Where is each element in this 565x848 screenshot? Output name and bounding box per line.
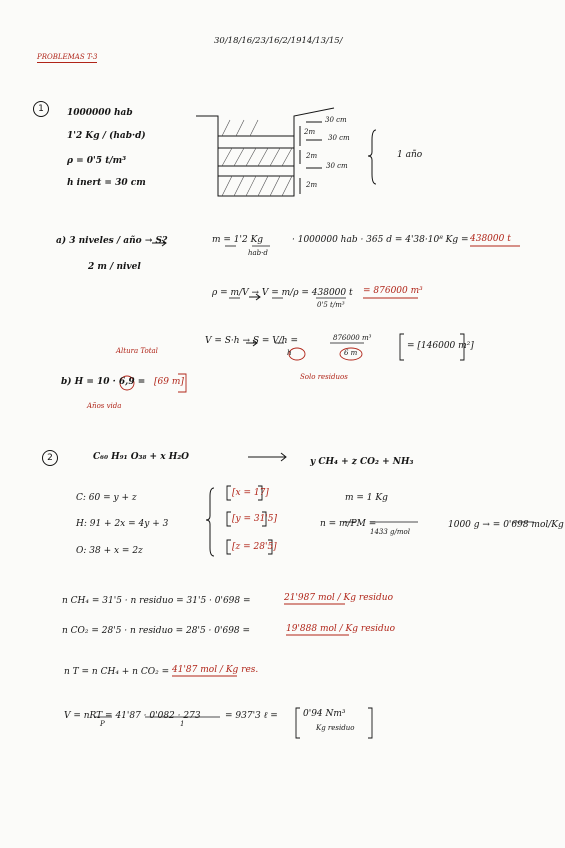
header-dates: 30/18/16/23/16/2/1914/13/15/ [214, 36, 343, 46]
balance-carbon: C: 60 = y + z [76, 493, 137, 503]
volume-gas-one: 1 [180, 720, 185, 728]
total-moles-result: 41'87 mol / Kg res. [172, 665, 259, 675]
part-a-question: a) 3 niveles / año → S? [56, 236, 168, 246]
moles-result: 1000 g → = 0'698 mol/Kg [448, 520, 564, 530]
volume-denominator: 0'5 t/m³ [317, 301, 345, 309]
part-a-level-height: 2 m / nivel [88, 262, 141, 272]
given-density: ρ = 0'5 t/m³ [67, 156, 127, 166]
diagram-label-2m-2: 2m [306, 152, 318, 160]
part-b-result: [69 m] [154, 377, 184, 387]
mass-equation-rest: · 1000000 hab · 365 d = 4'38·10⁸ Kg = [292, 235, 469, 245]
volume-result: = 876000 m³ [363, 286, 423, 296]
problem-1-number: 1 [33, 101, 49, 117]
volume-gas-result: 0'94 Nm³ [303, 709, 346, 719]
given-inert-height: h inert = 30 cm [67, 178, 146, 188]
solution-z: [z = 28'5] [232, 542, 277, 552]
mass-equation: m = 1'2 Kg [212, 235, 264, 245]
given-population: 1000000 hab [67, 108, 133, 118]
waste-mass: m = 1 Kg [345, 493, 388, 503]
surface-equation: V = S·h → S = V/h = [205, 336, 299, 346]
volume-gas-equation: V = nRT = 41'87 · 0'082 · 273 [64, 711, 201, 721]
given-rate: 1'2 Kg / (hab·d) [67, 131, 146, 141]
balance-oxygen: O: 38 + x = 2z [76, 546, 143, 556]
volume-gas-liters: = 937'3 ℓ = [225, 711, 278, 721]
diagram-label-30cm-low: 30 cm [326, 162, 348, 170]
moles-denominator: 1433 g/mol [370, 528, 410, 536]
diagram-label-2m-3: 2m [306, 181, 318, 189]
volume-gas-p: P [100, 720, 105, 728]
part-b-equation: b) H = 10 · 6,9 = [61, 377, 146, 387]
diagram-label-30cm-top: 30 cm [325, 116, 347, 124]
methane-moles-result: 21'987 mol / Kg residuo [284, 593, 393, 603]
surface-result: = [146000 m²] [407, 341, 474, 351]
mass-equation-denominator: hab·d [248, 249, 268, 257]
moles-equation: n = m/PM = [320, 519, 377, 529]
surface-numerator: 876000 m³ [333, 334, 372, 342]
solution-y: [y = 31'5] [232, 514, 278, 524]
volume-equation: ρ = m/V → V = m/ρ = 438000 t [212, 288, 353, 298]
balance-hydrogen: H: 91 + 2x = 4y + 3 [76, 519, 169, 529]
diagram-label-2m-1: 2m [304, 128, 316, 136]
methane-moles: n CH₄ = 31'5 · n residuo = 31'5 · 0'698 = [62, 596, 251, 606]
page-title: PROBLEMAS T-3 [37, 53, 98, 61]
diagram-label-year: 1 año [397, 150, 423, 160]
co2-moles: n CO₂ = 28'5 · n residuo = 28'5 · 0'698 = [62, 626, 251, 636]
note-plus-life: Años vida [87, 402, 122, 410]
note-only-waste: Solo residuos [300, 373, 348, 381]
volume-gas-units: Kg residuo [316, 724, 355, 732]
co2-moles-result: 19'888 mol / Kg residuo [286, 624, 395, 634]
surface-denominator: h [287, 349, 292, 357]
problem-2-number: 2 [42, 450, 58, 466]
surface-denominator-2: 6 m [344, 349, 358, 357]
landfill-diagram [196, 108, 376, 196]
mass-result: 438000 t [470, 234, 511, 244]
total-moles: n T = n CH₄ + n CO₂ = [64, 667, 170, 677]
note-total-height: Altura Total [116, 347, 158, 355]
reaction-products: y CH₄ + z CO₂ + NH₃ [310, 457, 414, 467]
solution-x: [x = 17] [232, 488, 269, 498]
reaction-reactants: C₆₀ H₉₁ O₃₈ + x H₂O [93, 452, 190, 462]
diagram-label-30cm-mid: 30 cm [328, 134, 350, 142]
